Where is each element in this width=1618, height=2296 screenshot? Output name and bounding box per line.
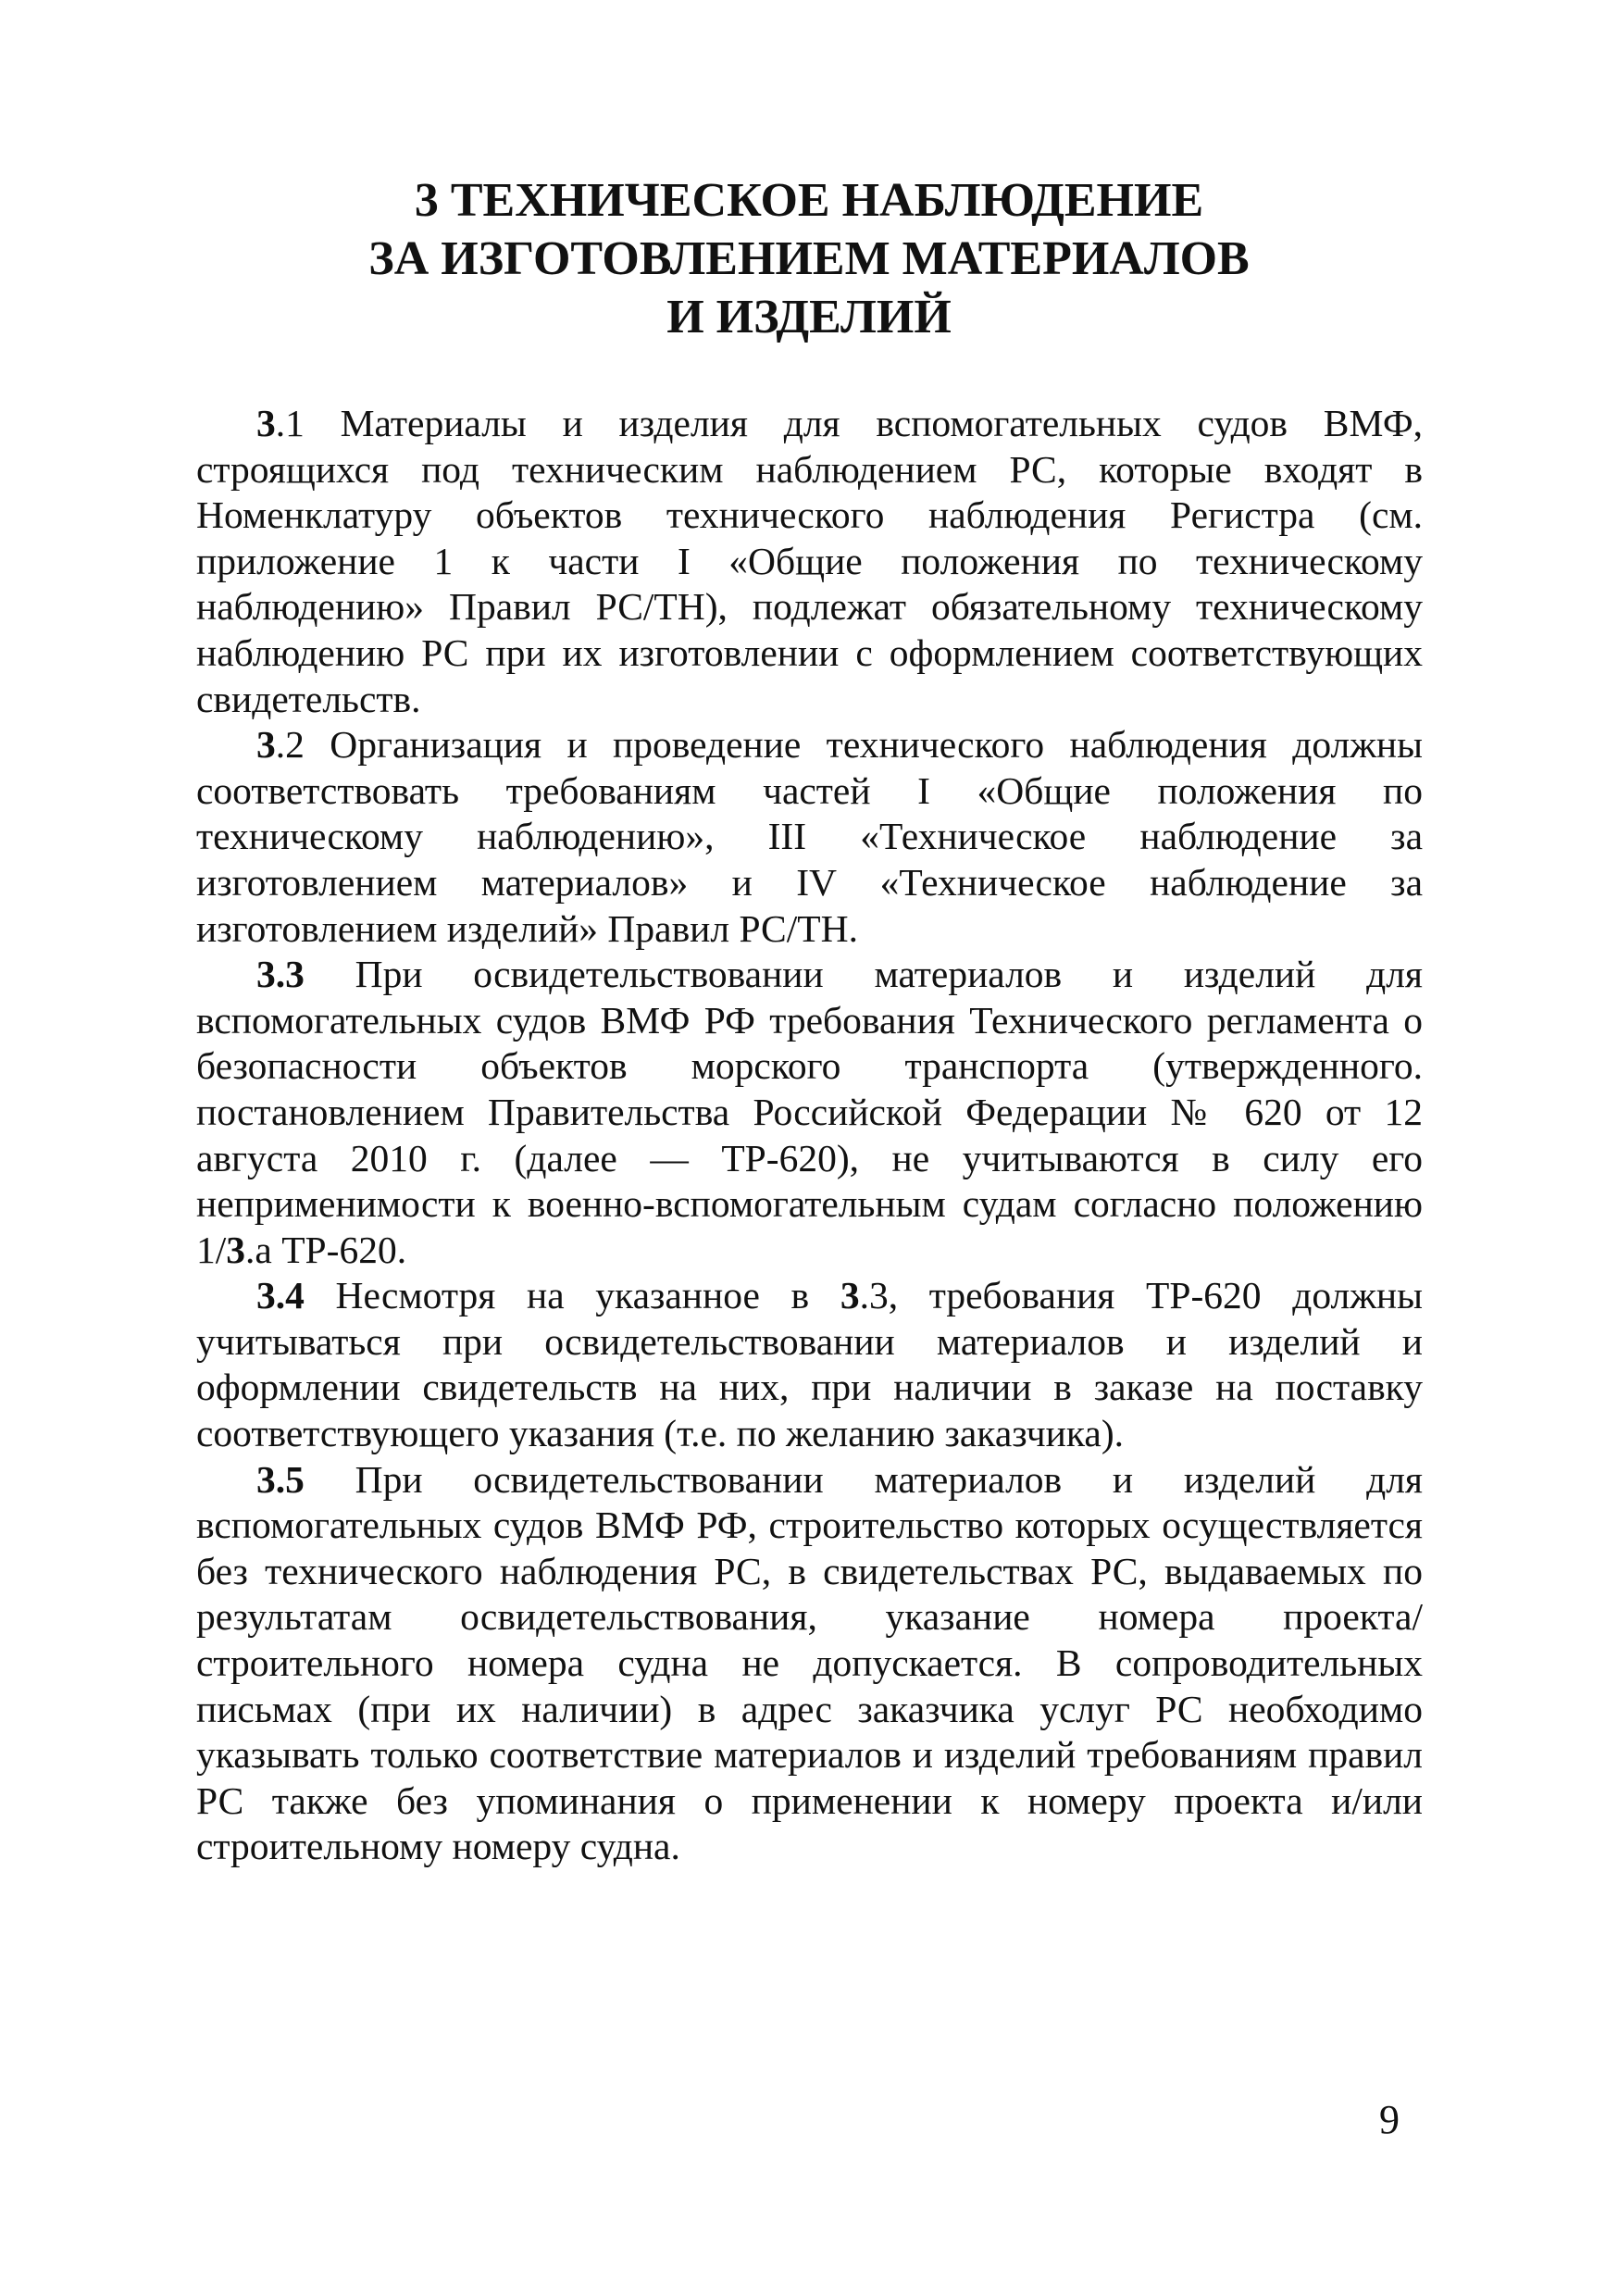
section-heading xyxy=(185,171,1433,346)
body-text xyxy=(196,401,1423,1870)
paragraph-number: 3.3 xyxy=(256,953,305,996)
paragraph-number-bold: 3 xyxy=(256,402,276,444)
paragraph-text: Материалы и изделия для вспомогательных судов ВМФ, строящихся под техническим наблюдением РС, которые входят в Номенклатуру объектов технического наблюдения Регистра (см. приложение 1 к части I «Общие положения по техническому наблюдению» Правил РС/ТН), подлежат обязательному техническому наблюдению РС при их изготовлении с оформлением соответствующих свидетельств. xyxy=(196,402,1423,720)
heading-line-2: ЗА ИЗГОТОВЛЕНИЕМ МАТЕРИАЛОВ xyxy=(368,232,1250,285)
page-number: 9 xyxy=(1379,2097,1400,2142)
paragraph-text: Организация и проведение технического наблюдения должны соответствовать требованиям частей I «Общие положения по техническому наблюдению», III «Техническое наблюдение за изготовлением материалов» и IV «Техническое наблюдение за изготовлением изделий» Правил РС/ТН. xyxy=(196,723,1423,950)
paragraph-number: 3.5 xyxy=(256,1457,305,1501)
reference-bold: 3 xyxy=(226,1228,246,1271)
paragraph-3-5 xyxy=(196,1457,1423,1870)
paragraph-3-3 xyxy=(196,952,1423,1273)
paragraph-text: При освидетельствовании материалов и изделий для вспомогательных судов ВМФ РФ требования Технического регламента о безопасности объектов морского транспорта (утвержденного. постановлением Правительства Российской Федерации № 620 от 12 августа 2010 г. (далее — ТР-620), не учитываются в силу его неприменимости к военно-вспомогательным судам согласно положению 1/ xyxy=(196,953,1423,1271)
paragraph-text-end: .а ТР-620. xyxy=(245,1228,407,1271)
heading-line-3: И ИЗДЕЛИЙ xyxy=(666,291,952,343)
paragraph-text: При освидетельствовании материалов и изделий для вспомогательных судов ВМФ РФ, строительство которых осуществляется без технического наблюдения РС, в свидетельствах РС, выдаваемых по результатам освидетельствования, указание номера проекта/ строительного номера судна не допускается. В сопроводительных письмах (при их наличии) в адрес заказчика услуг РС необходимо указывать только соответствие материалов и изделий требованиям правил РС также без упоминания о применении к номеру проекта и/или строительному номеру судна. xyxy=(196,1457,1423,1868)
paragraph-number-rest: .2 xyxy=(275,723,305,767)
paragraph-3-1 xyxy=(196,401,1423,722)
paragraph-3-4 xyxy=(196,1273,1423,1456)
paragraph-number-bold: 3 xyxy=(256,723,276,767)
reference-bold: 3 xyxy=(840,1274,860,1317)
paragraph-number: 3.4 xyxy=(256,1274,305,1317)
paragraph-number-rest: .1 xyxy=(275,402,305,444)
paragraph-text-end: .3, требования ТР-620 должны учитываться при освидетельствовании материалов и изделий и оформлении свидетельств на них, при наличии в заказе на поставку соответствующего указания (т.е. по желанию заказчика). xyxy=(196,1274,1423,1455)
paragraph-3-2 xyxy=(196,722,1423,952)
paragraph-text: Несмотря на указанное в xyxy=(304,1274,840,1317)
heading-line-1: 3 ТЕХНИЧЕСКОЕ НАБЛЮДЕНИЕ xyxy=(414,174,1204,227)
